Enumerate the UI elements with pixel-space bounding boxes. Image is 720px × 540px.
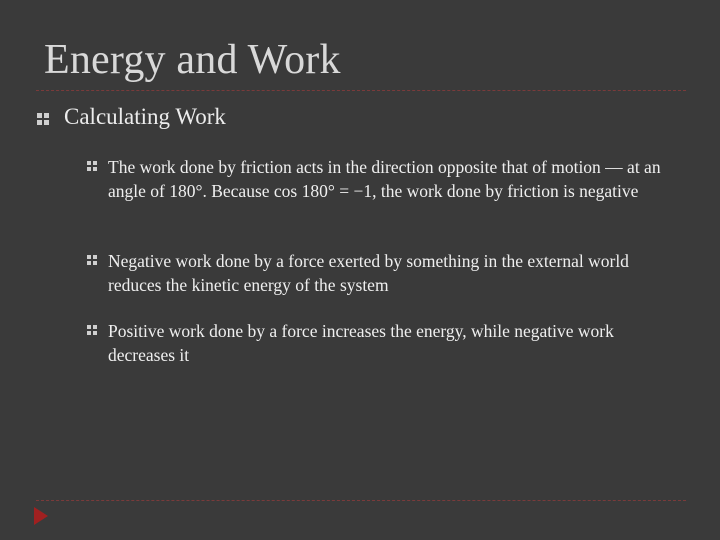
bullet-item (86, 319, 683, 367)
section-heading: Calculating Work (64, 104, 226, 129)
heading-row (36, 104, 226, 130)
wingding-square-bullet-icon (36, 112, 50, 126)
slide-title: Energy and Work (44, 37, 341, 83)
bullet-item (86, 249, 683, 297)
play-arrow-icon[interactable] (33, 506, 49, 526)
bullet-text: Positive work done by a force increases the energy, while negative work decreases it (108, 321, 614, 365)
bullet-text: Negative work done by a force exerted by something in the external world reduces the kinetic energy of the system (108, 251, 629, 295)
footer-divider (36, 500, 686, 501)
wingding-square-bullet-icon (86, 254, 98, 266)
bullet-text: The work done by friction acts in the direction opposite that of motion — at an angle of 180°. Because cos 180° = −1, the work done by friction is negative (108, 157, 661, 201)
wingding-square-bullet-icon (86, 324, 98, 336)
bullet-item (86, 155, 683, 203)
wingding-square-bullet-icon (86, 160, 98, 172)
title-divider (36, 90, 686, 91)
